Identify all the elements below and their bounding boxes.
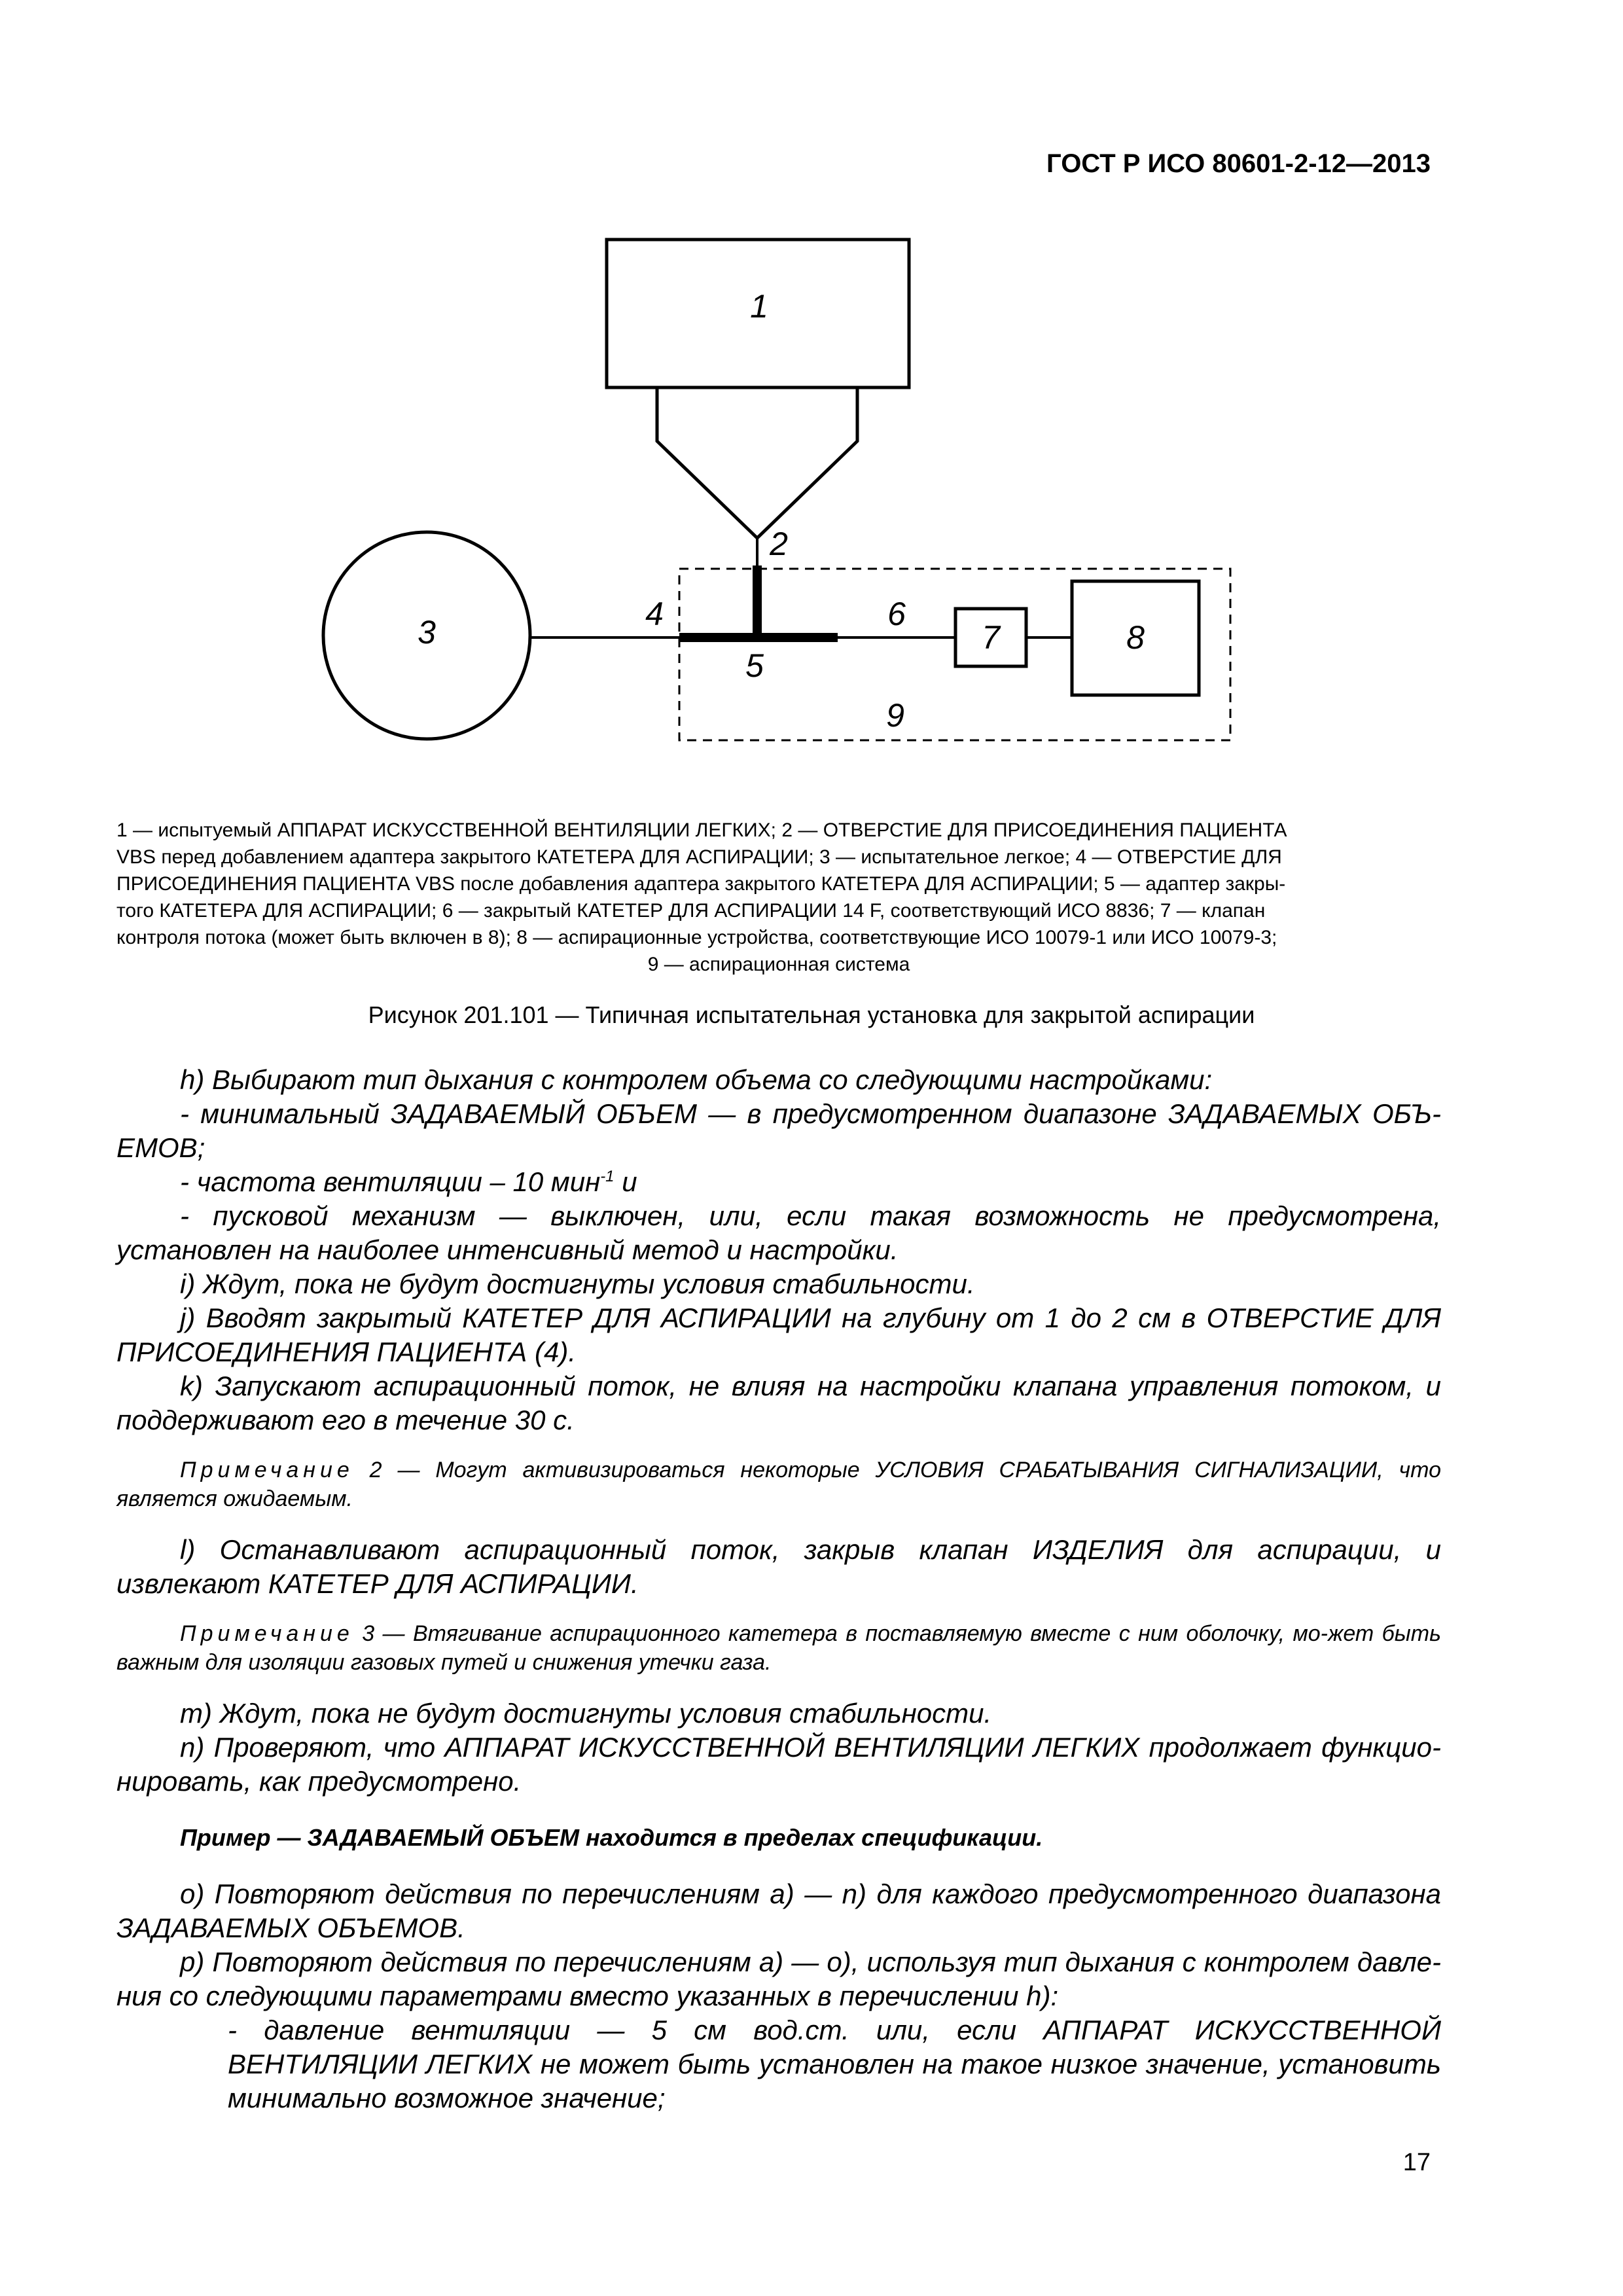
step-k: k) Запускают аспирационный поток, не влияя на настройки клапана управления потоком, и поддерживают его в течение 30 с. xyxy=(116,1371,1441,1435)
legend-line: того КАТЕТЕРА ДЛЯ АСПИРАЦИИ; 6 — закрытый КАТЕТЕР ДЛЯ АСПИРАЦИИ 14 F, соответствующий ИСО 8836; 7 — клапан xyxy=(116,900,1266,922)
note-text: 2 — Могут активизироваться некоторые УСЛОВИЯ СРАБАТЫВАНИЯ СИГНАЛИЗАЦИИ, что является ожидаемым. xyxy=(116,1458,1441,1511)
label-3: 3 xyxy=(418,614,436,651)
label-6: 6 xyxy=(887,596,906,632)
note-2 xyxy=(116,1456,1441,1513)
step-m: m) Ждут, пока не будут достигнуты условия стабильности. xyxy=(180,1698,992,1729)
procedure-text xyxy=(116,1063,1441,2115)
step-j: j) Вводят закрытый КАТЕТЕР ДЛЯ АСПИРАЦИИ на глубину от 1 до 2 см в ОТВЕРСТИЕ ДЛЯ ПРИСОЕДИНЕНИЯ ПАЦИЕНТА (4). xyxy=(116,1302,1441,1367)
step-h-item: - пусковой механизм — выключен, или, если такая возможность не предусмотрена, установлен на наиболее интенсивный метод и настройки. xyxy=(116,1200,1441,1265)
figure-legend xyxy=(116,817,1441,978)
note-text: 3 — Втягивание аспирационного катетера в поставляемую вместе с ним оболочку, мо-жет быть важным для изоляции газовых путей и снижения утечки газа. xyxy=(116,1621,1441,1675)
label-2: 2 xyxy=(770,526,788,562)
legend-line: VBS перед добавлением адаптера закрытого КАТЕТЕРА ДЛЯ АСПИРАЦИИ; 3 — испытательное легкое; 4 — ОТВЕРСТИЕ ДЛЯ xyxy=(116,846,1282,868)
label-8: 8 xyxy=(1126,619,1145,656)
patient-connection-funnel xyxy=(657,387,857,538)
document-header: ГОСТ Р ИСО 80601-2-12—2013 xyxy=(1046,149,1431,178)
page-number: 17 xyxy=(1402,2149,1431,2176)
rate-text: - частота вентиляции – 10 мин xyxy=(180,1166,601,1197)
legend-line: 9 — аспирационная система xyxy=(647,954,910,975)
label-5: 5 xyxy=(745,647,764,684)
label-7: 7 xyxy=(982,619,1000,656)
step-h-item: - минимальный ЗАДАВАЕМЫЙ ОБЪЕМ — в предусмотренном диапазоне ЗАДАВАЕМЫХ ОБЪ-ЕМОВ; xyxy=(116,1098,1441,1163)
step-h: h) Выбирают тип дыхания с контролем объема со следующими настройками: xyxy=(180,1064,1213,1095)
figure-caption: Рисунок 201.101 — Типичная испытательная установка для закрытой аспирации xyxy=(368,1001,1255,1028)
label-4: 4 xyxy=(645,596,664,632)
step-i: i) Ждут, пока не будут достигнуты условия стабильности. xyxy=(180,1268,975,1299)
legend-line: контроля потока (может быть включен в 8); 8 — аспирационные устройства, соответствующие ИСО 10079-1 или ИСО 10079-3; xyxy=(116,927,1277,948)
example: Пример — ЗАДАВАЕМЫЙ ОБЪЕМ находится в пределах спецификации. xyxy=(180,1824,1043,1851)
rate-exponent: -1 xyxy=(600,1168,615,1185)
label-9: 9 xyxy=(886,697,904,734)
note-3 xyxy=(116,1619,1441,1677)
note-label: Примечание xyxy=(180,1621,354,1646)
legend-line: 1 — испытуемый АППАРАТ ИСКУССТВЕННОЙ ВЕНТИЛЯЦИИ ЛЕГКИХ; 2 — ОТВЕРСТИЕ ДЛЯ ПРИСОЕДИНЕНИЯ ПАЦИЕНТА xyxy=(116,819,1287,841)
test-setup-diagram xyxy=(0,0,1623,785)
step-n: n) Проверяют, что АППАРАТ ИСКУССТВЕННОЙ ВЕНТИЛЯЦИИ ЛЕГКИХ продолжает функцио-нировать, как предусмотрено. xyxy=(116,1732,1441,1797)
step-o: o) Повторяют действия по перечислениям a) — n) для каждого предусмотренного диапазона ЗАДАВАЕМЫХ ОБЪЕМОВ. xyxy=(116,1878,1441,1943)
legend-line: ПРИСОЕДИНЕНИЯ ПАЦИЕНТА VBS после добавления адаптера закрытого КАТЕТЕРА ДЛЯ АСПИРАЦИИ; 5 — адаптер закры- xyxy=(116,873,1286,895)
step-p: p) Повторяют действия по перечислениям a) — o), используя тип дыхания с контролем давле-ния со следующими параметрами вместо указанных в перечислении h): xyxy=(116,1946,1441,2011)
step-l: l) Останавливают аспирационный поток, закрыв клапан ИЗДЕЛИЯ для аспирации, и извлекают КАТЕТЕР ДЛЯ АСПИРАЦИИ. xyxy=(116,1534,1441,1599)
label-1: 1 xyxy=(750,288,768,325)
rate-suffix: и xyxy=(614,1166,637,1197)
step-h-item xyxy=(116,1165,1441,1199)
step-p-item: - давление вентиляции — 5 см вод.ст. или, если АППАРАТ ИСКУССТВЕННОЙ ВЕНТИЛЯЦИИ ЛЕГКИХ не может быть установлен на такое низкое значение, установить минимально возможное значение; xyxy=(228,2015,1441,2113)
note-label: Примечание xyxy=(180,1458,354,1482)
